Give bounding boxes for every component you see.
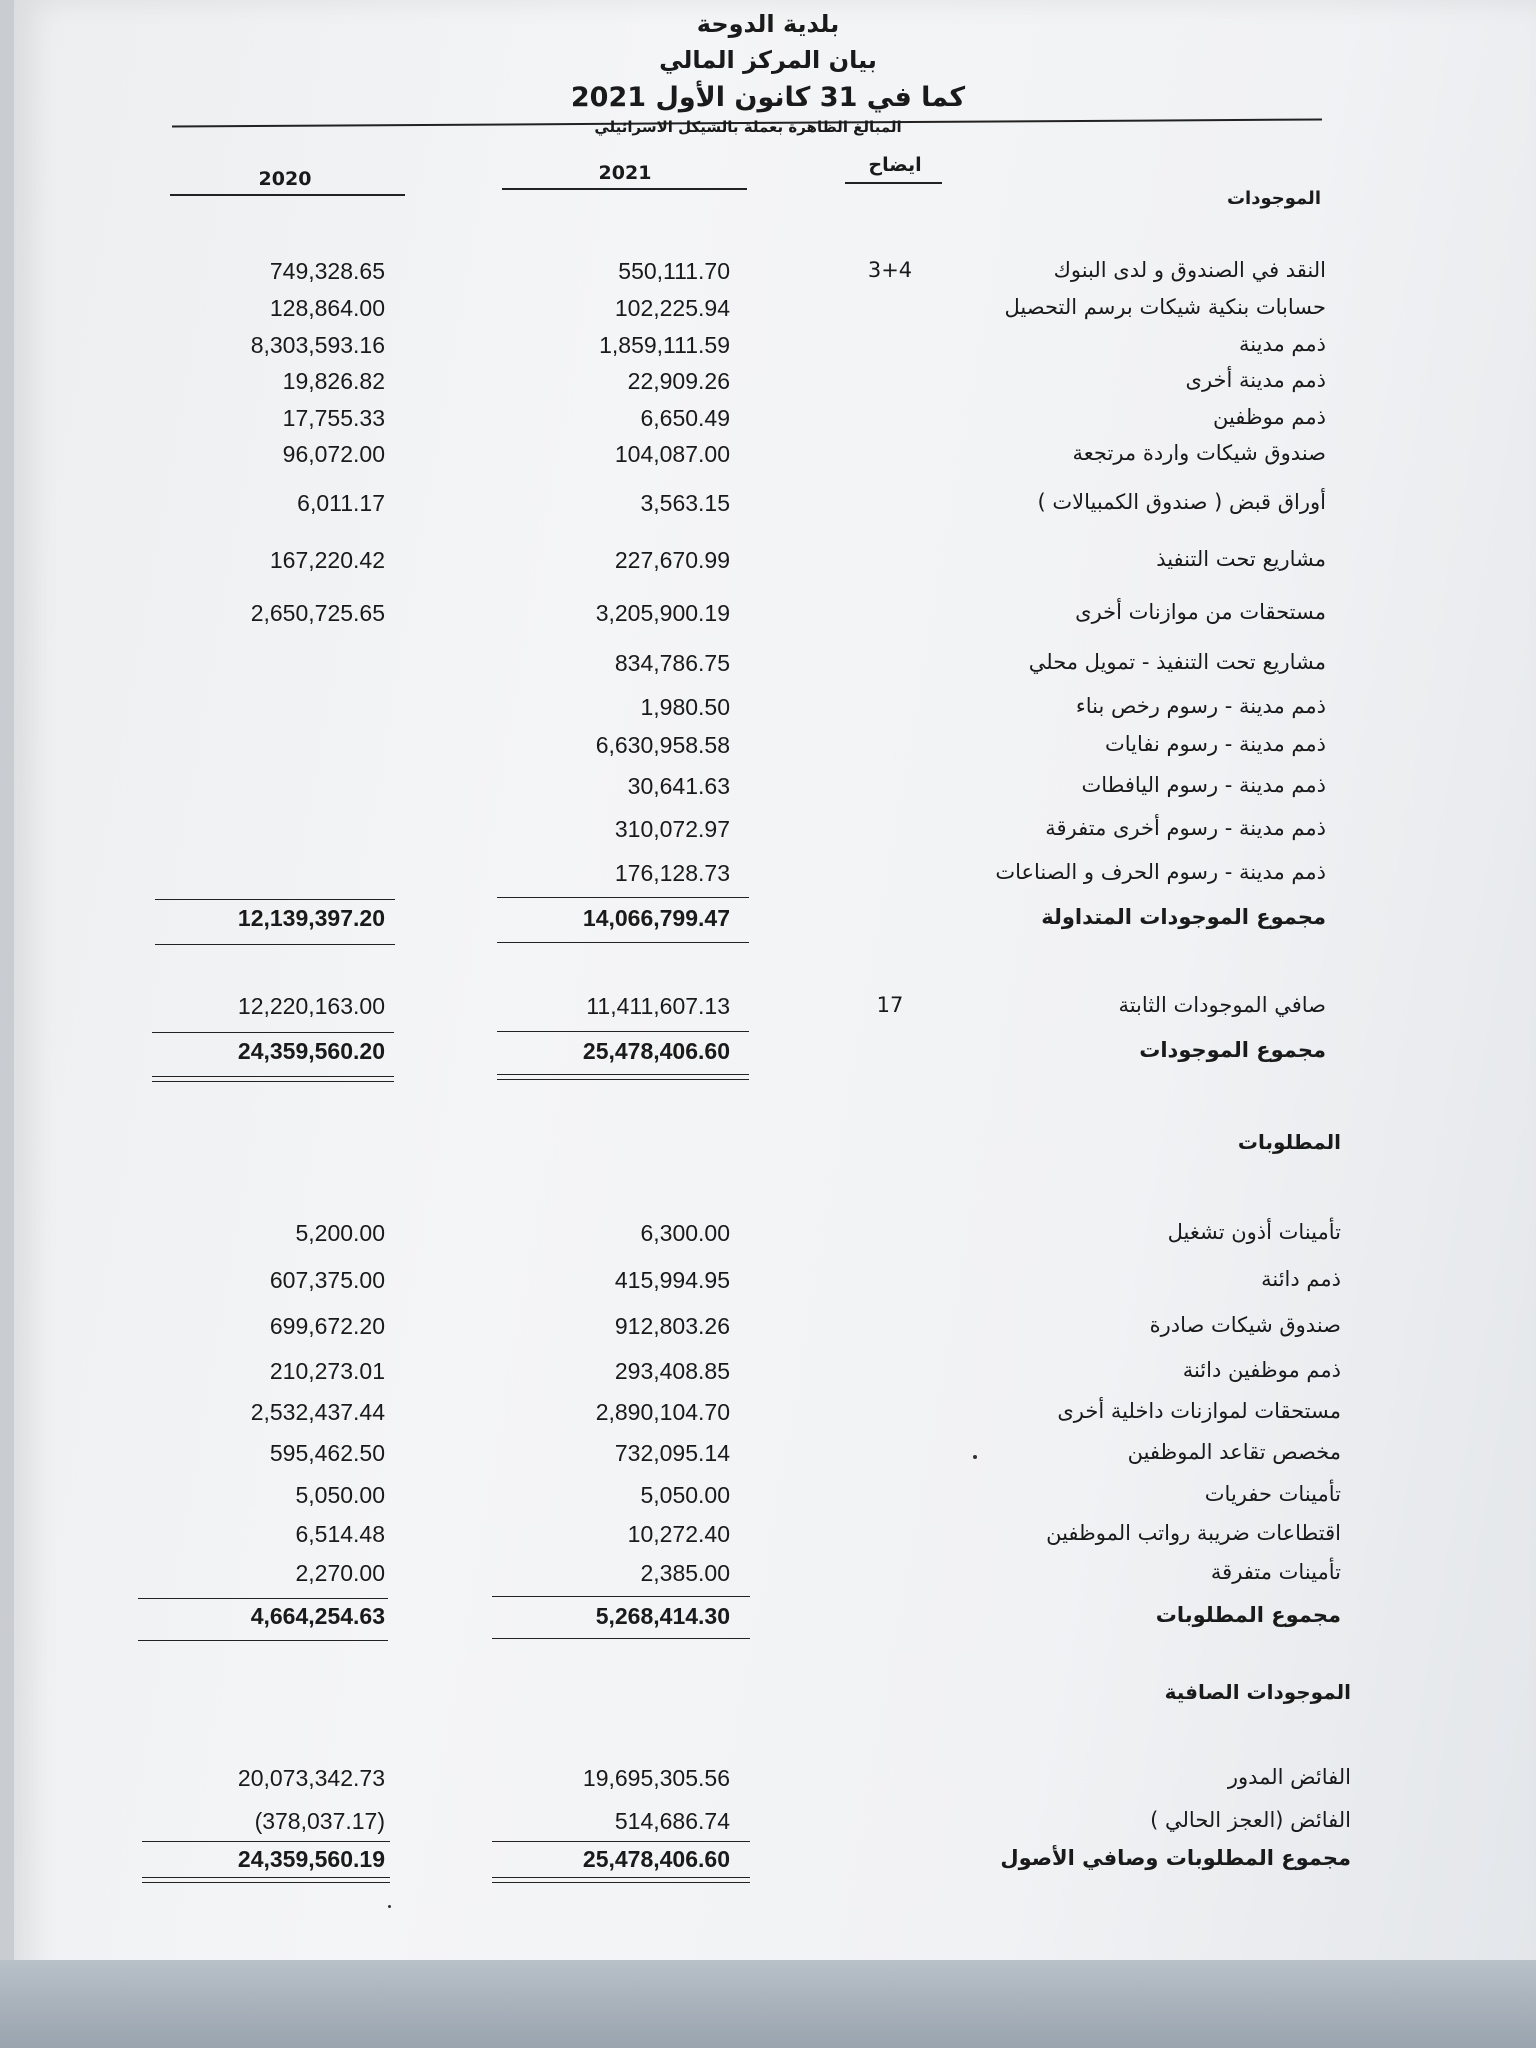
table-row	[0, 650, 1536, 684]
row-value-2021: 550,111.70	[618, 258, 730, 284]
total-value-2020: 24,359,560.20	[237, 1038, 385, 1064]
row-value-2020: (378,037.17)	[254, 1808, 385, 1834]
statement-title: بيان المركز المالي	[659, 46, 877, 74]
column-rule-note	[845, 182, 942, 184]
row-label: تأمينات حفريات	[1204, 1482, 1341, 1506]
row-value-2021: 104,087.00	[614, 441, 730, 467]
row-value-2021: 834,786.75	[614, 650, 730, 676]
table-row	[0, 993, 1536, 1027]
total-current-assets-row	[0, 905, 1536, 939]
row-label: ذمم مدينة - رسوم اليافطات	[1081, 773, 1326, 797]
row-value-2021: 3,563.15	[640, 490, 730, 516]
row-value-2020: 17,755.33	[282, 405, 385, 431]
row-value-2020: 2,650,725.65	[250, 600, 385, 626]
row-value-2021: 514,686.74	[614, 1808, 730, 1834]
table-row	[0, 1765, 1536, 1799]
total-rule-2020	[138, 1598, 388, 1599]
row-value-2020: 5,050.00	[295, 1482, 385, 1508]
table-row	[0, 295, 1536, 329]
column-header-note: ايضاح	[868, 154, 922, 176]
row-label: ذمم مدينة أخرى	[1185, 368, 1326, 392]
table-row	[0, 600, 1536, 634]
column-rule-2020	[170, 194, 405, 196]
table-row	[0, 490, 1536, 524]
row-value-2020: 749,328.65	[269, 258, 385, 284]
background-surface	[0, 1960, 1536, 2048]
total-value-2020: 12,139,397.20	[237, 905, 385, 931]
row-label: تأمينات متفرقة	[1210, 1560, 1341, 1584]
total-label: مجموع الموجودات المتداولة	[1041, 905, 1326, 929]
row-value-2021: 227,670.99	[614, 547, 730, 573]
row-label: اقتطاعات ضريبة رواتب الموظفين	[1046, 1521, 1341, 1545]
stray-mark	[973, 1455, 977, 1459]
row-value-2021: 310,072.97	[614, 816, 730, 842]
table-row	[0, 1267, 1536, 1301]
total-rule-2020	[155, 899, 395, 900]
table-row	[0, 694, 1536, 728]
table-row	[0, 1399, 1536, 1433]
total-value-2020: 4,664,254.63	[250, 1603, 385, 1629]
row-label: حسابات بنكية شيكات برسم التحصيل	[1004, 295, 1326, 319]
row-value-2021: 2,890,104.70	[595, 1399, 730, 1425]
total-value-2021: 5,268,414.30	[595, 1603, 730, 1629]
table-row	[0, 1482, 1536, 1516]
row-note: 3+4	[867, 258, 913, 282]
total-label: مجموع المطلوبات	[1155, 1603, 1341, 1627]
row-value-2021: 6,630,958.58	[595, 732, 730, 758]
row-label: صندوق شيكات واردة مرتجعة	[1072, 441, 1326, 465]
row-label: النقد في الصندوق و لدى البنوك	[1053, 258, 1326, 282]
row-label: مستحقات لموازنات داخلية أخرى	[1057, 1399, 1341, 1423]
table-row	[0, 732, 1536, 766]
total-rule-2020	[142, 1841, 390, 1842]
table-row	[0, 816, 1536, 850]
row-label: الفائض (العجز الحالي )	[1150, 1808, 1351, 1832]
total-rule-2021	[492, 1596, 750, 1597]
total-value-2021: 14,066,799.47	[582, 905, 730, 931]
row-value-2020: 96,072.00	[282, 441, 385, 467]
net-assets-heading: الموجودات الصافية	[1164, 1680, 1351, 1704]
row-value-2020: 6,514.48	[295, 1521, 385, 1547]
row-value-2020: 2,532,437.44	[250, 1399, 385, 1425]
row-value-2021: 912,803.26	[614, 1313, 730, 1339]
row-value-2021: 10,272.40	[627, 1521, 730, 1547]
total-value-2021: 25,478,406.60	[582, 1038, 730, 1064]
row-value-2021: 11,411,607.13	[586, 993, 730, 1019]
total-rule-2021	[497, 897, 749, 898]
row-label: ذمم دائنة	[1261, 1267, 1341, 1291]
row-value-2021: 6,650.49	[640, 405, 730, 431]
row-label: أوراق قبض ( صندوق الكمبيالات )	[1037, 490, 1326, 514]
total-underline-2020	[138, 1640, 388, 1641]
row-value-2021: 415,994.95	[614, 1267, 730, 1293]
table-row	[0, 773, 1536, 807]
organization-name: بلدية الدوحة	[696, 10, 840, 38]
table-row	[0, 441, 1536, 475]
row-value-2020: 607,375.00	[269, 1267, 385, 1293]
row-label: تأمينات أذون تشغيل	[1167, 1220, 1341, 1244]
table-row	[0, 1358, 1536, 1392]
double-underline-2021	[492, 1877, 750, 1883]
table-row	[0, 368, 1536, 402]
column-header-2021: 2021	[598, 162, 652, 184]
double-underline-2020	[152, 1076, 394, 1082]
statement-date: كما في 31 كانون الأول 2021	[570, 82, 966, 113]
column-header-2020: 2020	[258, 168, 312, 190]
row-value-2020: 2,270.00	[295, 1560, 385, 1586]
column-rule-2021	[502, 188, 747, 190]
total-rule-2021	[497, 1031, 749, 1032]
table-row	[0, 405, 1536, 439]
row-value-2021: 22,909.26	[627, 368, 730, 394]
table-row	[0, 258, 1536, 292]
row-label: صندوق شيكات صادرة	[1149, 1313, 1341, 1337]
row-value-2021: 2,385.00	[640, 1560, 730, 1586]
total-underline-2020	[155, 944, 395, 945]
row-value-2020: 167,220.42	[269, 547, 385, 573]
row-value-2020: 699,672.20	[269, 1313, 385, 1339]
total-label: مجموع الموجودات	[1139, 1038, 1326, 1062]
currency-note: المبالغ الظاهرة بعملة بالشيكل الاسرائيلي	[594, 118, 902, 136]
row-value-2020: 19,826.82	[282, 368, 385, 394]
total-liabilities-row	[0, 1603, 1536, 1637]
table-row	[0, 1521, 1536, 1555]
row-label: الفائض المدور	[1227, 1765, 1351, 1789]
total-value-2020: 24,359,560.19	[237, 1846, 385, 1872]
table-row	[0, 1313, 1536, 1347]
total-label: مجموع المطلوبات وصافي الأصول	[1000, 1846, 1351, 1870]
double-underline-2021	[497, 1074, 749, 1080]
row-value-2020: 20,073,342.73	[237, 1765, 385, 1791]
row-label: مستحقات من موازنات أخرى	[1075, 600, 1326, 624]
row-label: صافي الموجودات الثابتة	[1118, 993, 1326, 1017]
total-rule-2021	[492, 1841, 750, 1842]
row-value-2021: 732,095.14	[614, 1440, 730, 1466]
row-value-2021: 5,050.00	[640, 1482, 730, 1508]
row-label: ذمم مدينة - رسوم نفايات	[1104, 732, 1326, 756]
total-liabilities-net-assets-row	[0, 1846, 1536, 1880]
row-label: مشاريع تحت التنفيذ - تمويل محلي	[1028, 650, 1326, 674]
row-value-2020: 595,462.50	[269, 1440, 385, 1466]
row-value-2020: 6,011.17	[297, 490, 385, 516]
row-label: ذمم موظفين دائنة	[1182, 1358, 1341, 1382]
row-label: ذمم مدينة - رسوم الحرف و الصناعات	[995, 860, 1326, 884]
table-row	[0, 1220, 1536, 1254]
table-row	[0, 1808, 1536, 1842]
total-underline-2021	[492, 1638, 750, 1639]
row-label: ذمم مدينة	[1239, 332, 1326, 356]
total-underline-2021	[497, 942, 749, 943]
row-value-2020: 8,303,593.16	[250, 332, 385, 358]
row-value-2020: 12,220,163.00	[237, 993, 385, 1019]
row-label: ذمم مدينة - رسوم أخرى متفرقة	[1045, 816, 1326, 840]
row-value-2021: 1,980.50	[640, 694, 730, 720]
row-label: مشاريع تحت التنفيذ	[1156, 547, 1326, 571]
total-value-2021: 25,478,406.60	[582, 1846, 730, 1872]
assets-heading: الموجودات	[1226, 188, 1321, 209]
double-underline-2020	[142, 1877, 390, 1883]
stray-mark	[388, 1905, 391, 1908]
row-value-2021: 19,695,305.56	[582, 1765, 730, 1791]
table-row	[0, 1560, 1536, 1594]
table-row	[0, 1440, 1536, 1474]
row-value-2021: 30,641.63	[627, 773, 730, 799]
row-value-2021: 3,205,900.19	[595, 600, 730, 626]
table-row	[0, 547, 1536, 581]
row-value-2021: 6,300.00	[640, 1220, 730, 1246]
row-label: ذمم موظفين	[1212, 405, 1326, 429]
row-note: 17	[876, 993, 904, 1017]
table-row	[0, 860, 1536, 894]
row-value-2021: 176,128.73	[614, 860, 730, 886]
row-value-2020: 128,864.00	[269, 295, 385, 321]
row-value-2021: 102,225.94	[614, 295, 730, 321]
row-value-2021: 1,859,111.59	[599, 332, 730, 358]
row-value-2021: 293,408.85	[614, 1358, 730, 1384]
liabilities-heading: المطلوبات	[1237, 1130, 1341, 1154]
row-value-2020: 5,200.00	[295, 1220, 385, 1246]
row-label: مخصص تقاعد الموظفين	[1127, 1440, 1341, 1464]
table-row	[0, 332, 1536, 366]
total-rule-2020	[152, 1032, 394, 1033]
total-assets-row	[0, 1038, 1536, 1072]
row-label: ذمم مدينة - رسوم رخص بناء	[1075, 694, 1326, 718]
row-value-2020: 210,273.01	[269, 1358, 385, 1384]
